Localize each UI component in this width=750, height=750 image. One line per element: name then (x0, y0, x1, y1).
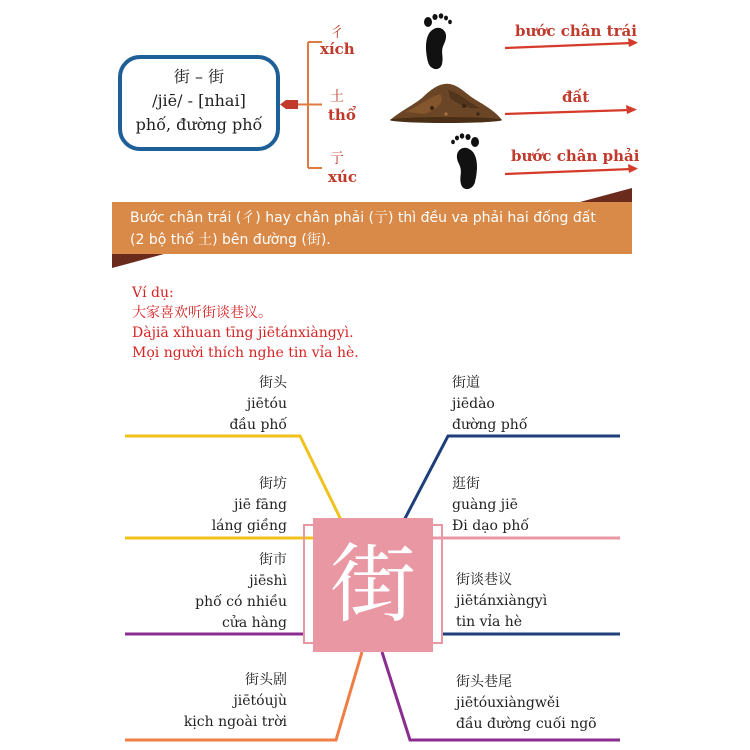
component-name-xich: xích (320, 40, 355, 58)
char-card-line-3: phố, đường phố (135, 115, 263, 134)
word-jietou (229, 373, 287, 436)
component-glyph-xuc: 亍 (330, 151, 344, 167)
arrow-label-left-step: bước chân trái (515, 22, 637, 40)
example-heading: Ví dụ: (132, 285, 174, 301)
word-pinyin: jiēshì (249, 573, 287, 589)
word-meaning-2: cửa hàng (222, 615, 287, 631)
word-jietouju (184, 670, 287, 733)
word-hanzi: 街头巷尾 (456, 674, 512, 690)
center-character: 街 (330, 535, 416, 635)
word-jiefang (212, 474, 287, 537)
word-meaning: đầu đường cuối ngõ (456, 716, 597, 732)
word-pinyin: jiēdào (452, 396, 495, 412)
word-pinyin: jiētóujù (233, 693, 287, 709)
banner-line-2: (2 bộ thổ 土) bên đường (街). (130, 232, 331, 248)
banner-line-1: Bước chân trái (彳) hay chân phải (亍) thì đều va phải hai đống đất (130, 210, 596, 226)
word-meaning: đường phố (452, 417, 528, 433)
word-meaning: đầu phố (229, 417, 287, 433)
word-hanzi: 街头剧 (245, 672, 287, 688)
word-hanzi: 街市 (259, 552, 287, 568)
word-hanzi: 街坊 (259, 476, 287, 492)
word-meaning: láng giềng (211, 518, 287, 534)
arrow-label-right-step: bước chân phải (511, 147, 640, 165)
component-name-tho: thổ (328, 106, 356, 124)
word-hanzi: 逛街 (452, 476, 480, 492)
example-hanzi: 大家喜欢听街谈巷议。 (132, 305, 272, 321)
word-guangjie (452, 474, 529, 537)
word-meaning: phố có nhiều (195, 594, 287, 610)
word-hanzi: 街头 (259, 375, 287, 391)
word-jiedao (452, 373, 527, 436)
word-jieshi (195, 550, 287, 634)
word-jietanxiangyi (456, 570, 547, 633)
word-hanzi: 街谈巷议 (456, 572, 512, 588)
component-glyph-tho: 土 (330, 89, 344, 105)
example-pinyin: Dàjiā xǐhuan tīng jiētánxiàngyì. (132, 325, 354, 341)
word-jietouxiangwei (456, 672, 597, 735)
arrow-label-earth: đất (562, 88, 590, 106)
word-meaning: Đi dạo phố (452, 518, 529, 534)
word-hanzi: 街道 (452, 375, 480, 391)
word-pinyin: jiē fāng (233, 497, 287, 513)
example-meaning: Mọi người thích nghe tin vỉa hè. (132, 345, 359, 361)
word-meaning: tin vỉa hè (456, 614, 523, 630)
word-pinyin: jiētóu (246, 396, 287, 412)
char-card-line-2: /jiē/ - [nhai] (152, 91, 246, 110)
component-name-xuc: xúc (328, 168, 357, 186)
word-pinyin: jiētánxiàngyì (456, 593, 548, 609)
char-card-line-1: 街 – 街 (173, 67, 225, 86)
word-meaning: kịch ngoài trời (183, 714, 287, 730)
component-glyph-xich: 彳 (330, 25, 344, 41)
word-pinyin: guàng jiē (452, 497, 518, 513)
word-pinyin: jiētóuxiàngwěi (456, 695, 560, 711)
